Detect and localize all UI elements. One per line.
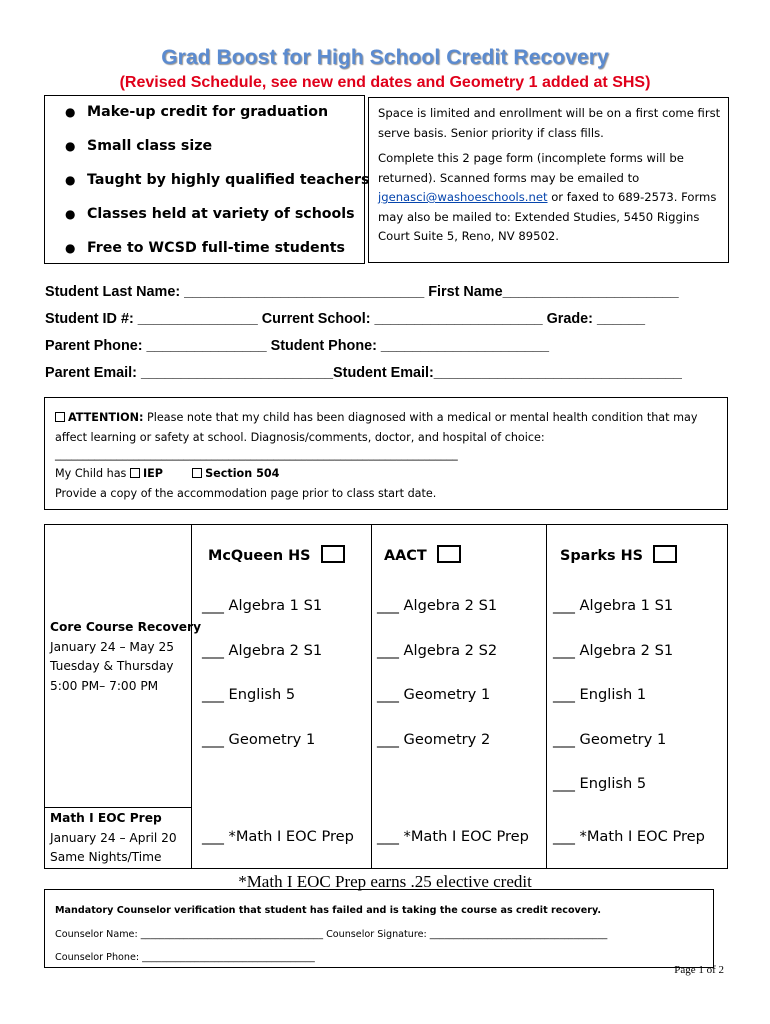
course-option[interactable]: ___ Geometry 1	[377, 686, 491, 703]
course-option[interactable]: ___ English 5	[202, 686, 296, 703]
attention-statement-cont: affect learning or safety at school. Diagnosis/comments, doctor, and hospital of choice:	[55, 431, 545, 444]
counselor-verification-box	[44, 889, 714, 968]
course-option[interactable]: ___ Algebra 2 S1	[202, 642, 323, 659]
accommodation-row: My Child has IEP Section 504	[55, 467, 280, 480]
email-link[interactable]: jgenasci@washoeschools.net	[378, 190, 548, 204]
submission-info-text: Complete this 2 page form (incomplete forms will be returned). Scanned forms may be emailed to jgenasci@washoeschools.net or faxed to 689-2573. Forms may also be mailed to: Extended Studies, 5450 Riggins Court Suite 5, Reno, NV 89502.	[378, 151, 717, 243]
attention-statement: ATTENTION: Please note that my child has been diagnosed with a medical or mental health condition that may	[55, 408, 727, 428]
page-subtitle: (Revised Schedule, see new end dates and Geometry 1 added at SHS)	[119, 74, 651, 91]
bullet-icon: ●	[65, 207, 76, 221]
course-selection-table	[44, 524, 728, 869]
table-divider	[371, 525, 372, 868]
student-id-fields[interactable]: Student ID #: _______________ Current School: _____________________ Grade: ______	[45, 311, 645, 327]
enrollment-info-text: Space is limited and enrollment will be on a first come first serve basis. Senior priority if class fills.	[378, 106, 721, 140]
diagnosis-blank-line[interactable]: ________________________________________________________________________	[55, 448, 458, 461]
section-504-checkbox[interactable]	[192, 468, 202, 478]
attention-checkbox[interactable]	[55, 412, 65, 422]
table-divider	[191, 525, 192, 868]
core-course-info: Core Course Recovery January 24 – May 25 Tuesday & Thursday 5:00 PM– 7:00 PM	[50, 620, 202, 693]
counselor-phone-field[interactable]: Counselor Phone: ____________________________________	[55, 952, 315, 963]
list-item: ● Classes held at variety of schools	[65, 206, 355, 222]
aact-checkbox[interactable]	[437, 545, 461, 563]
table-divider	[45, 807, 192, 808]
course-option[interactable]: ___ English 5	[553, 775, 647, 792]
email-fields[interactable]: Parent Email: ________________________Student Email:_______________________________	[45, 365, 682, 381]
benefits-box	[44, 95, 370, 264]
bullet-icon: ●	[65, 139, 76, 153]
course-option[interactable]: ___ Algebra 1 S1	[553, 597, 674, 614]
eoc-option-aact[interactable]: ___ *Math I EOC Prep	[377, 828, 529, 845]
course-option[interactable]: ___ Algebra 2 S1	[377, 597, 498, 614]
eoc-option-sparks[interactable]: ___ *Math I EOC Prep	[553, 828, 705, 845]
student-name-fields[interactable]: Student Last Name: ______________________________ First Name______________________	[45, 284, 679, 300]
page-number: Page 1 of 2	[674, 964, 724, 976]
mcqueen-checkbox[interactable]	[321, 545, 345, 563]
bullet-icon: ●	[65, 241, 76, 255]
course-option[interactable]: ___ Geometry 1	[553, 731, 667, 748]
phone-fields[interactable]: Parent Phone: _______________ Student Phone: _____________________	[45, 338, 549, 354]
list-item: ● Free to WCSD full-time students	[65, 240, 345, 256]
bullet-icon: ●	[65, 173, 76, 187]
course-option[interactable]: ___ Algebra 1 S1	[202, 597, 323, 614]
course-option[interactable]: ___ Algebra 2 S1	[553, 642, 674, 659]
bullet-icon: ●	[65, 105, 76, 119]
table-divider	[546, 525, 547, 868]
sparks-checkbox[interactable]	[653, 545, 677, 563]
eoc-prep-info: Math I EOC Prep January 24 – April 20 Same Nights/Time	[50, 811, 177, 864]
course-option[interactable]: ___ Geometry 2	[377, 731, 491, 748]
attention-box	[44, 397, 728, 510]
counselor-verification-heading: Mandatory Counselor verification that student has failed and is taking the course as credit recovery.	[55, 905, 602, 916]
eoc-credit-note: *Math I EOC Prep earns .25 elective credit	[238, 872, 532, 891]
counselor-name-signature-fields[interactable]: Counselor Name: ______________________________________ Counselor Signature: _____________________________________	[55, 928, 608, 940]
accommodation-note: Provide a copy of the accommodation page prior to class start date.	[55, 487, 437, 500]
eoc-option-mcqueen[interactable]: ___ *Math I EOC Prep	[202, 828, 354, 845]
school-header-sparks: Sparks HS	[560, 545, 677, 564]
school-header-aact: AACT	[384, 545, 461, 564]
enrollment-info-box	[368, 97, 729, 263]
list-item: ● Taught by highly qualified teachers	[65, 172, 370, 188]
list-item: ● Make-up credit for graduation	[65, 104, 329, 120]
school-header-mcqueen: McQueen HS	[208, 545, 345, 564]
page-title: Grad Boost for High School Credit Recovery	[161, 46, 609, 69]
course-option[interactable]: ___ Geometry 1	[202, 731, 316, 748]
list-item: ● Small class size	[65, 138, 213, 154]
course-option[interactable]: ___ Algebra 2 S2	[377, 642, 498, 659]
course-option[interactable]: ___ English 1	[553, 686, 647, 703]
iep-checkbox[interactable]	[130, 468, 140, 478]
benefits-list	[45, 96, 370, 273]
